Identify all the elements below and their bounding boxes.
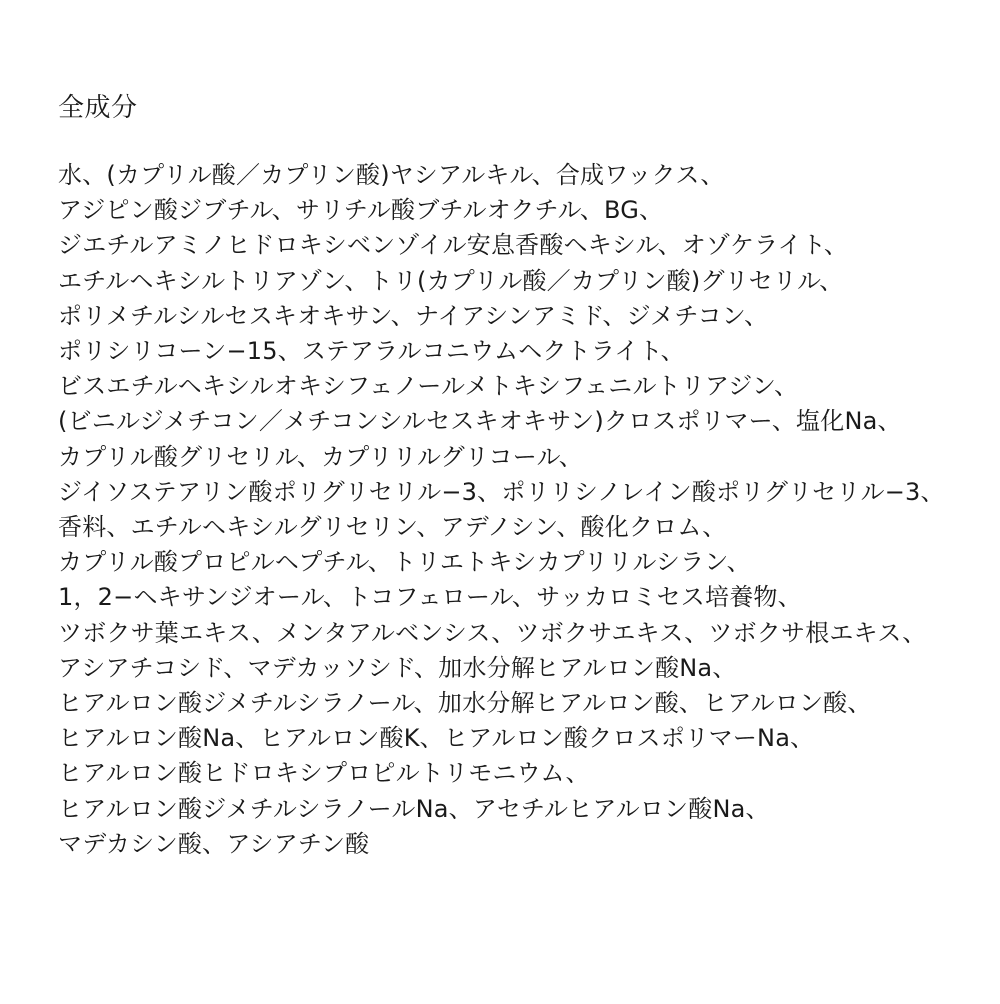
ingredient-line: アジピン酸ジブチル、サリチル酸ブチルオクチル、BG、 [58, 196, 664, 225]
ingredient-line: 香料、エチルヘキシルグリセリン、アデノシン、酸化クロム、 [58, 513, 727, 542]
ingredient-line: ジエチルアミノヒドロキシベンゾイル安息香酸ヘキシル、オゾケライト、 [58, 231, 849, 260]
ingredient-line: ヒアルロン酸ヒドロキシプロピルトリモニウム、 [58, 759, 590, 788]
ingredient-line: 1，2−ヘキサンジオール、トコフェロール、サッカロミセス培養物、 [58, 583, 802, 612]
ingredient-line: ヒアルロン酸ジメチルシラノールNa、アセチルヒアルロン酸Na、 [58, 794, 770, 823]
ingredient-line: ポリシリコーン−15、ステアラルコニウムヘクトライト、 [58, 337, 685, 366]
ingredients-document [58, 88, 988, 862]
ingredient-line: カプリル酸グリセリル、カプリリルグリコール、 [58, 442, 583, 471]
ingredient-line: ツボクサ葉エキス、メンタアルベンシス、ツボクサエキス、ツボクサ根エキス、 [58, 618, 927, 647]
ingredient-line: ポリメチルシルセスキオキサン、ナイアシンアミド、ジメチコン、 [58, 301, 769, 330]
ingredient-line: ジイソステアリン酸ポリグリセリル−3、ポリリシノレイン酸ポリグリセリル−3、 [58, 477, 945, 506]
ingredient-line: (ビニルジメチコン／メチコンシルセスキオキサン)クロスポリマー、塩化Na、 [58, 407, 902, 436]
ingredient-line: マデカシン酸、アシアチン酸 [58, 829, 370, 858]
ingredient-line: アシアチコシド、マデカッソシド、加水分解ヒアルロン酸Na、 [58, 653, 737, 682]
ingredient-line: カプリル酸プロピルヘプチル、トリエトキシカプリリルシラン、 [58, 548, 751, 577]
ingredient-line: 水、(カプリル酸／カプリン酸)ヤシアルキル、合成ワックス、 [58, 161, 725, 189]
ingredient-line: ヒアルロン酸Na、ヒアルロン酸K、ヒアルロン酸クロスポリマーNa、 [58, 724, 815, 753]
ingredient-line: ビスエチルヘキシルオキシフェノールメトキシフェニルトリアジン、 [58, 372, 799, 401]
page-title: 全成分 [58, 93, 138, 123]
ingredient-line: ヒアルロン酸ジメチルシラノール、加水分解ヒアルロン酸、ヒアルロン酸、 [58, 689, 872, 718]
ingredient-list [58, 158, 988, 862]
ingredient-line: エチルヘキシルトリアゾン、トリ(カプリル酸／カプリン酸)グリセリル、 [58, 266, 844, 295]
